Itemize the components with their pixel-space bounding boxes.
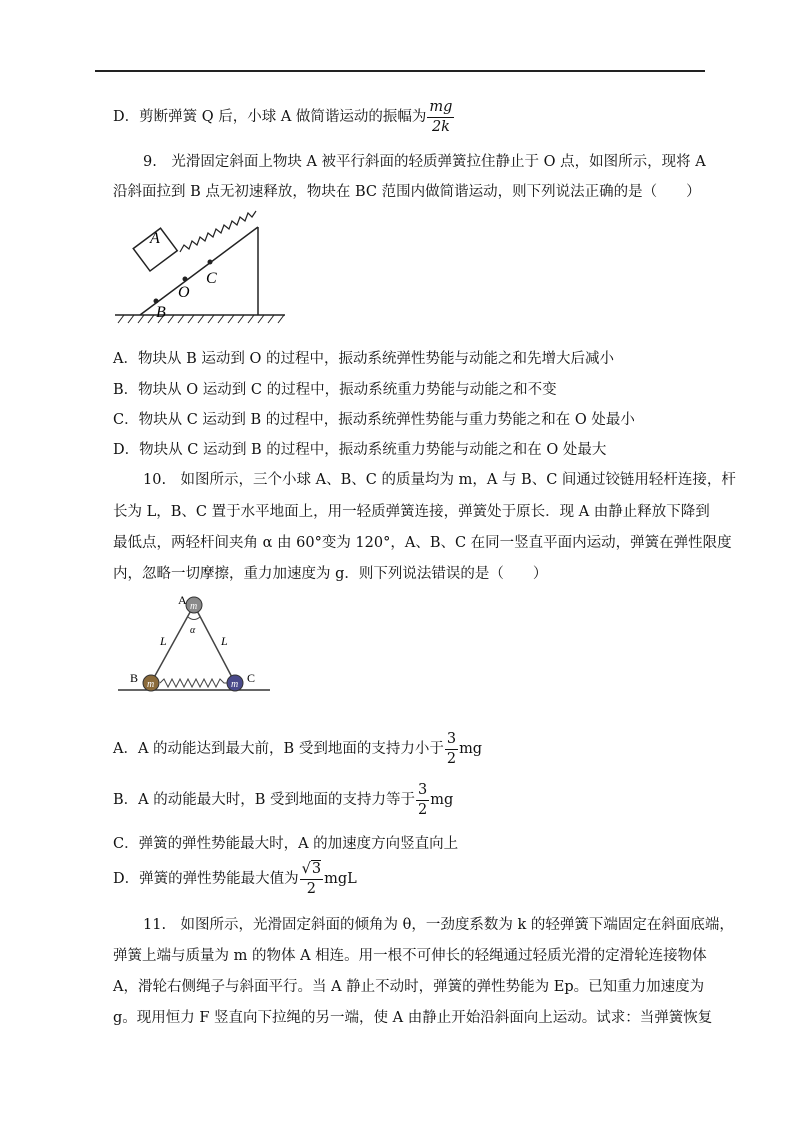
label-alpha: α xyxy=(190,625,196,636)
ball-c-mass: m xyxy=(231,679,239,690)
q11-stem-line-1: 11. 如图所示，光滑固定斜面的倾角为 θ，一劲度系数为 k 的轻弹簧下端固定在斜面底端， xyxy=(143,917,734,933)
label-l-left: L xyxy=(160,634,167,648)
q10-stem-line-3: 最低点，两轻杆间夹角 α 由 60°变为 120°，A、B、C 在同一竖直平面内运动，弹簧在弹性限度 xyxy=(113,535,732,551)
label-o: O xyxy=(178,284,190,301)
q10-stem-line-2: 长为 L，B、C 置于水平地面上，用一轻质弹簧连接，弹簧处于原长．现 A 由静止释放下降到 xyxy=(113,504,710,520)
q11-stem-line-3: A，滑轮右侧绳子与斜面平行。当 A 静止不动时，弹簧的弹性势能为 Ep。已知重力加速度为 xyxy=(113,979,705,995)
fraction-denominator: 2 xyxy=(418,801,428,818)
angle-arc xyxy=(188,617,200,620)
q10-option-b-suffix: mg xyxy=(430,792,454,808)
q10-option-d xyxy=(113,862,357,896)
q10-option-d-text: D．弹簧的弹性势能最大值为 xyxy=(113,871,299,887)
ball-a-mass: m xyxy=(190,601,198,612)
header-rule xyxy=(95,70,705,72)
q10-option-b-fraction xyxy=(416,783,429,817)
fraction-denominator: 2 xyxy=(446,750,457,767)
q9-option-c: C．物块从 C 运动到 B 的过程中，振动系统弹性势能与重力势能之和在 O 处最小 xyxy=(113,412,635,428)
label-a: A xyxy=(150,230,160,247)
q11-stem-line-4: g。现用恒力 F 竖直向下拉绳的另一端，使 A 由静止开始沿斜面向上运动。试求：当弹簧恢复 xyxy=(113,1010,713,1026)
label-l-right: L xyxy=(221,634,228,648)
q9-option-a: A．物块从 B 运动到 O 的过程中，振动系统弹性势能与动能之和先增大后减小 xyxy=(113,351,614,367)
label-b: B xyxy=(130,671,139,685)
spring xyxy=(180,211,256,252)
q10-option-d-suffix: mgL xyxy=(324,871,357,887)
q9-incline-figure xyxy=(110,205,290,325)
ground-hatching xyxy=(115,315,285,323)
rod-ac xyxy=(194,605,235,683)
q10-stem-line-1: 10. 如图所示，三个小球 A、B、C 的质量均为 m，A 与 B、C 间通过铰链用轻杆连接，杆 xyxy=(143,472,736,488)
label-b: B xyxy=(156,304,166,321)
q9-stem-line-1: 9. 光滑固定斜面上物块 A 被平行斜面的轻质弹簧拉住静止于 O 点，如图所示，现将 A xyxy=(143,154,706,170)
q10-option-d-fraction xyxy=(300,862,323,896)
q10-option-b-text: B．A 的动能最大时，B 受到地面的支持力等于 xyxy=(113,792,415,808)
q11-stem-line-2: 弹簧上端与质量为 m 的物体 A 相连。用一根不可伸长的轻绳通过轻质光滑的定滑轮连接物体 xyxy=(113,948,707,964)
q10-option-a-fraction xyxy=(445,732,458,766)
fraction-denominator: 2 xyxy=(306,880,316,897)
q8-option-d-fraction xyxy=(427,100,454,134)
q9-stem-line-2: 沿斜面拉到 B 点无初速释放，物块在 BC 范围内做简谐运动，则下列说法正确的是（ ） xyxy=(113,184,701,200)
q9-option-d: D．物块从 C 运动到 B 的过程中，振动系统重力势能与动能之和在 O 处最大 xyxy=(113,442,607,458)
label-c: C xyxy=(247,671,256,685)
fraction-numerator: 3 xyxy=(416,783,429,801)
q10-option-b xyxy=(113,783,453,817)
q10-option-a xyxy=(113,732,482,766)
label-a: A xyxy=(178,593,187,607)
point-o xyxy=(183,277,188,282)
spring-bc xyxy=(160,679,227,687)
q10-option-c: C．弹簧的弹性势能最大时，A 的加速度方向竖直向上 xyxy=(113,836,459,852)
fraction-denominator: 2k xyxy=(431,118,450,135)
q10-triangle-figure xyxy=(118,590,278,700)
q9-option-b: B．物块从 O 运动到 C 的过程中，振动系统重力势能与动能之和不变 xyxy=(113,382,557,398)
rod-ab xyxy=(151,605,194,683)
q8-option-d-text: D．剪断弹簧 Q 后，小球 A 做简谐运动的振幅为 xyxy=(113,109,427,125)
point-b xyxy=(154,299,159,304)
q8-option-d xyxy=(113,100,455,134)
fraction-numerator: 3 xyxy=(445,732,458,750)
q10-option-a-text: A．A 的动能达到最大前，B 受到地面的支持力小于 xyxy=(113,741,444,757)
sqrt-radicand: 3 xyxy=(311,861,322,877)
label-c: C xyxy=(206,270,217,287)
fraction-numerator: mg xyxy=(427,100,454,118)
q10-option-a-suffix: mg xyxy=(459,741,483,757)
fraction-numerator: √3 xyxy=(300,862,323,880)
q10-stem-line-4: 内，忽略一切摩擦，重力加速度为 g．则下列说法错误的是（ ） xyxy=(113,566,548,582)
ball-b-mass: m xyxy=(147,679,155,690)
point-c xyxy=(208,260,213,265)
